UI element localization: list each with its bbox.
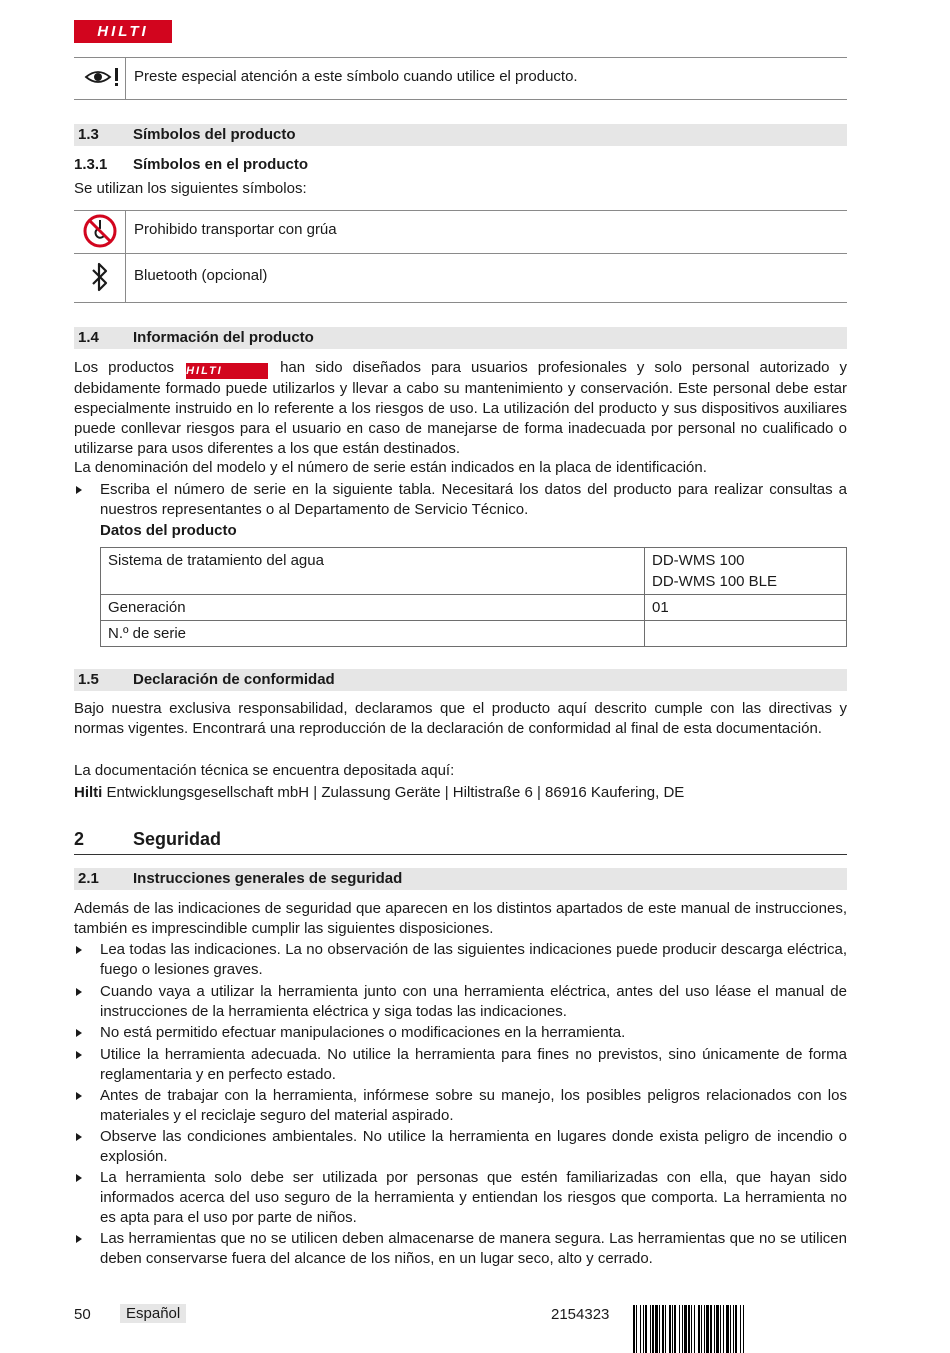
paragraph: Bajo nuestra exclusiva responsabilidad, declaramos que el producto aquí descrito cumple con las directivas y normas vigentes. Encontrará una reproducción de la declaración de conformidad al final de esta documentación.: [74, 700, 847, 737]
paragraph: Además de las indicaciones de seguridad que aparecen en los distintos apartados de este manual de instrucciones, también es imprescindible cumplir las siguientes disposiciones.: [74, 900, 847, 937]
list-item: No está permitido efectuar manipulaciones o modificaciones en la herramienta.: [74, 1023, 847, 1043]
inline-hilti-logo: HILTI: [186, 363, 268, 379]
product-data-table: [100, 547, 847, 647]
table-rule: [74, 302, 847, 303]
table-rule: [74, 99, 847, 100]
table-divider: [125, 57, 126, 99]
table-rule: [74, 253, 847, 254]
table-rule: [74, 210, 847, 211]
list-item: Las herramientas que no se utilicen deben almacenarse de manera segura. Las herramientas que no se utilicen deben conservarse fuera del alcance de los niños, en un lugar seco, alto y cerrado.: [74, 1229, 847, 1269]
section-heading-1-4: 1.4 Información del producto: [74, 327, 847, 349]
table-rule: [74, 57, 847, 58]
list-item: Lea todas las indicaciones. La no observación de las siguientes indicaciones puede producir descarga eléctrica, fuego o lesiones graves.: [74, 940, 847, 980]
section-heading-1-3: 1.3 Símbolos del producto: [74, 124, 847, 146]
bluetooth-icon: [90, 260, 110, 294]
bullet-arrow-icon: [76, 1029, 82, 1037]
bullet-arrow-icon: [76, 1092, 82, 1100]
bullet-arrow-icon: [76, 988, 82, 996]
paragraph: La denominación del modelo y el número de serie están indicados en la placa de identificación.: [74, 459, 707, 476]
list-item: La herramienta solo debe ser utilizada por personas que estén familiarizadas con ella, que hayan sido informados acerca del uso seguro de la herramienta y entiendan los riesgos que comporta. La herramienta no es apta para el uso por parte de niños.: [74, 1168, 847, 1228]
bullet-arrow-icon: [76, 1051, 82, 1059]
bullet-arrow-icon: [76, 1133, 82, 1141]
table-row: [101, 621, 847, 647]
table-cell-value: 01: [645, 595, 847, 621]
table-cell-value: DD-WMS 100 DD-WMS 100 BLE: [645, 548, 847, 595]
paragraph: Se utilizan los siguientes símbolos:: [74, 180, 307, 197]
symbol-description: Preste especial atención a este símbolo cuando utilice el producto.: [134, 68, 578, 85]
table-cell-label: Generación: [101, 595, 645, 621]
table-cell-value: [645, 621, 847, 647]
symbol-description: Bluetooth (opcional): [134, 267, 268, 284]
page-number: 50: [74, 1306, 91, 1323]
bullet-arrow-icon: [76, 486, 82, 494]
list-item: Utilice la herramienta adecuada. No utilice la herramienta para fines no previstos, sino únicamente de forma reglamentaria y en perfecto estado.: [74, 1045, 847, 1085]
table-cell-label: Sistema de tratamiento del agua: [101, 548, 645, 595]
barcode-icon: [633, 1305, 847, 1353]
address-paragraph: Hilti Entwicklungsgesellschaft mbH | Zulassung Geräte | Hiltistraße 6 | 86916 Kaufering, DE: [74, 784, 685, 801]
language-label: Español: [120, 1304, 186, 1323]
list-item: Cuando vaya a utilizar la herramienta junto con una herramienta eléctrica, antes del uso léase el manual de instrucciones de la herramienta eléctrica y siga todas las indicaciones.: [74, 982, 847, 1022]
chapter-rule: [74, 854, 847, 855]
product-info-paragraph: Los productos HILTI han sido diseñados para usuarios profesionales y solo personal autorizado y debidamente formado puede utilizarlos y llevar a cabo su mantenimiento y conservación. Este personal debe estar especialmente instruido en lo referente a los riesgos de uso. La utilización del producto y sus dispositivos auxiliares puede conllevar riesgos para el usuario en caso de manejarse de forma inadecuada por personal no cualificado o utilizarse para usos diferentes a los que están destinados.: [74, 359, 847, 457]
symbol-description: Prohibido transportar con grúa: [134, 221, 337, 238]
table-row: [101, 595, 847, 621]
document-number: 2154323: [551, 1306, 610, 1323]
list-item: Escriba el número de serie en la siguiente tabla. Necesitará los datos del producto para realizar consultas a nuestros representantes o al Departamento de Servicio Técnico.: [74, 480, 847, 520]
list-item: Observe las condiciones ambientales. No utilice la herramienta en lugares donde exista peligro de incendio o explosión.: [74, 1127, 847, 1167]
section-heading-1-5: 1.5 Declaración de conformidad: [74, 669, 847, 691]
table-row: [101, 548, 847, 595]
paragraph: La documentación técnica se encuentra depositada aquí:: [74, 762, 455, 779]
no-crane-icon: [83, 214, 117, 248]
eye-warning-icon: [84, 66, 120, 88]
table-divider: [125, 210, 126, 302]
bullet-arrow-icon: [76, 1174, 82, 1182]
data-title: Datos del producto: [100, 522, 237, 539]
hilti-logo: HILTI: [74, 20, 172, 43]
bullet-arrow-icon: [76, 1235, 82, 1243]
bullet-arrow-icon: [76, 946, 82, 954]
list-item: Antes de trabajar con la herramienta, infórmese sobre su manejo, los posibles peligros relacionados con los materiales y el reciclaje seguro del material aspirado.: [74, 1086, 847, 1126]
section-heading-2-1: 2.1 Instrucciones generales de seguridad: [74, 868, 847, 890]
table-cell-label: N.º de serie: [101, 621, 645, 647]
